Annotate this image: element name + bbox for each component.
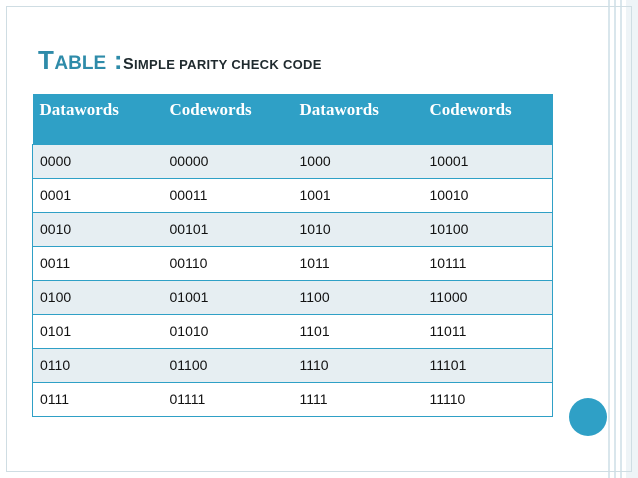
table-cell: 01001 — [163, 280, 293, 314]
table-row — [33, 382, 553, 416]
table-row — [33, 348, 553, 382]
table-cell: 11011 — [423, 314, 553, 348]
table-cell: 0100 — [33, 280, 163, 314]
table-cell: 0001 — [33, 178, 163, 212]
table-cell: 11000 — [423, 280, 553, 314]
table-cell: 1011 — [293, 246, 423, 280]
table-cell: 0011 — [33, 246, 163, 280]
table-cell: 01111 — [163, 382, 293, 416]
slide-subtitle: SIMPLE PARITY CHECK CODE — [123, 56, 322, 73]
table-row — [33, 144, 553, 178]
table-cell: 0111 — [33, 382, 163, 416]
table-cell: 10010 — [423, 178, 553, 212]
table-cell: 1010 — [293, 212, 423, 246]
table-row — [33, 212, 553, 246]
table-row — [33, 314, 553, 348]
column-header: Codewords — [423, 94, 553, 144]
table-cell: 01100 — [163, 348, 293, 382]
table-cell: 1101 — [293, 314, 423, 348]
table-cell: 00000 — [163, 144, 293, 178]
table-cell: 1100 — [293, 280, 423, 314]
table-cell: 0101 — [33, 314, 163, 348]
table-cell: 00101 — [163, 212, 293, 246]
table-cell: 10100 — [423, 212, 553, 246]
table-row — [33, 280, 553, 314]
column-header: Datawords — [293, 94, 423, 144]
table-row — [33, 246, 553, 280]
table-cell: 0000 — [33, 144, 163, 178]
table-cell: 1000 — [293, 144, 423, 178]
column-header: Codewords — [163, 94, 293, 144]
table-cell: 10001 — [423, 144, 553, 178]
column-header: Datawords — [33, 94, 163, 144]
table-row — [33, 178, 553, 212]
slide-title: TABLE :SIMPLE PARITY CHECK CODE — [38, 45, 322, 75]
table-cell: 1111 — [293, 382, 423, 416]
table-cell: 0110 — [33, 348, 163, 382]
table-cell: 00110 — [163, 246, 293, 280]
table-cell: 00011 — [163, 178, 293, 212]
decorative-circle — [569, 398, 607, 436]
table-cell: 11101 — [423, 348, 553, 382]
table-cell: 1001 — [293, 178, 423, 212]
table-cell: 10111 — [423, 246, 553, 280]
table-cell: 1110 — [293, 348, 423, 382]
parity-code-table — [32, 94, 553, 417]
table-header-row — [33, 94, 553, 144]
table-cell: 11110 — [423, 382, 553, 416]
table-cell: 0010 — [33, 212, 163, 246]
table-cell: 01010 — [163, 314, 293, 348]
